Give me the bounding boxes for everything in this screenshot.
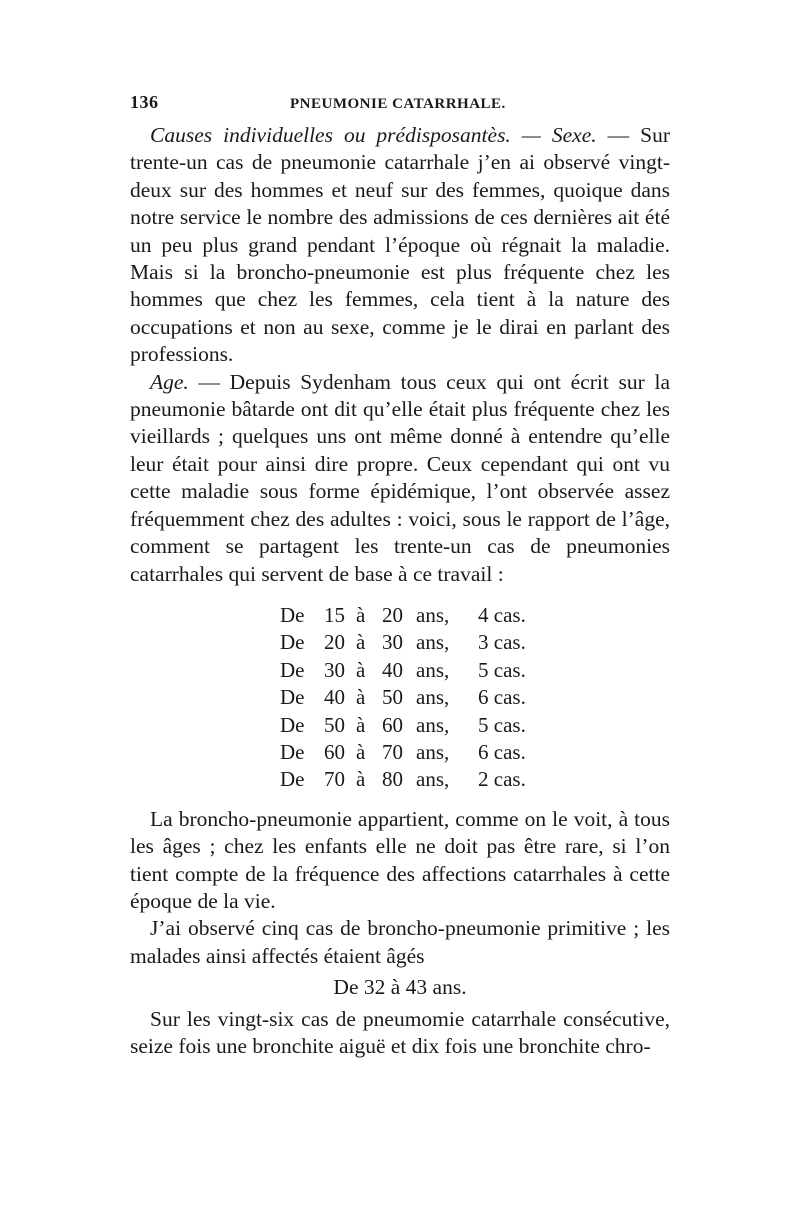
row-to: 40	[382, 657, 403, 682]
row-de: De	[280, 712, 305, 737]
table-row	[280, 629, 670, 656]
row-cas: 2 cas.	[478, 767, 526, 792]
row-from: 50	[324, 712, 345, 737]
row-ans: ans,	[416, 657, 450, 682]
row-a: à	[356, 712, 366, 737]
table-row	[280, 712, 670, 739]
row-cas: 5 cas.	[478, 712, 526, 737]
row-de: De	[280, 630, 305, 655]
row-cas: 3 cas.	[478, 630, 526, 655]
row-a: à	[356, 685, 366, 710]
paragraph-age	[130, 369, 670, 588]
table-row	[280, 657, 670, 684]
row-ans: ans,	[416, 712, 450, 737]
row-from: 30	[324, 657, 345, 682]
row-a: à	[356, 739, 366, 764]
heading-sexe: Causes individuelles ou prédisposantès. — Sexe.	[150, 123, 597, 147]
row-ans: ans,	[416, 767, 450, 792]
paragraph-consecutive: Sur les vingt-six cas de pneumomie catarrhale consécutive, seize fois une bronchite aiguë et dix fois une bronchite chro-	[130, 1006, 670, 1058]
row-from: 40	[324, 685, 345, 710]
row-de: De	[280, 657, 305, 682]
row-to: 80	[382, 767, 403, 792]
paragraph-age-body: — Depuis Sydenham tous ceux qui ont écrit sur la pneumonie bâtarde ont dit qu’elle était plus fréquente chez les vieillards ; quelques uns ont même donné à entendre qu’elle leur était pour ainsi dire propre. Ceux cependant qui ont vu cette maladie sous forme épidémique, l’ont observée assez fréquemment chez des adultes : voici, sous le rapport de l’âge, comment se partagent les trente-un cas de pneumonies catarrhales qui servent de base à ce travail :	[130, 369, 670, 586]
row-de: De	[280, 739, 305, 764]
row-from: 70	[324, 767, 345, 792]
row-a: à	[356, 602, 366, 627]
page-number: 136	[130, 92, 159, 112]
row-to: 20	[382, 602, 403, 627]
primitive-age-range: De 32 à 43 ans.	[333, 975, 467, 1000]
heading-age: Age.	[150, 369, 189, 394]
row-a: à	[356, 630, 366, 655]
age-distribution-table	[280, 602, 670, 794]
row-a: à	[356, 657, 366, 682]
table-row	[280, 739, 670, 766]
row-cas: 6 cas.	[478, 685, 526, 710]
row-to: 70	[382, 739, 403, 764]
row-from: 60	[324, 739, 345, 764]
table-row	[280, 684, 670, 711]
row-from: 20	[324, 630, 345, 655]
row-cas: 5 cas.	[478, 657, 526, 682]
table-row	[280, 766, 670, 793]
row-de: De	[280, 685, 305, 710]
row-cas: 4 cas.	[478, 602, 526, 627]
table-row	[280, 602, 670, 629]
row-to: 50	[382, 685, 403, 710]
row-ans: ans,	[416, 630, 450, 655]
row-de: De	[280, 767, 305, 792]
paragraph-primitive: J’ai observé cinq cas de broncho-pneumonie primitive ; les malades ainsi affectés étaient âgés	[130, 916, 670, 968]
row-cas: 6 cas.	[478, 739, 526, 764]
paragraph-sexe	[130, 122, 670, 369]
row-to: 30	[382, 630, 403, 655]
row-de: De	[280, 602, 305, 627]
row-ans: ans,	[416, 739, 450, 764]
paragraph-sexe-body: — Sur trente-un cas de pneumonie catarrhale j’en ai observé vingt-deux sur des hommes et neuf sur des femmes, quoique dans notre service le nombre des admissions de ces dernières ait été un peu plus grand pendant l’époque où régnait la maladie. Mais si la broncho-pneumonie est plus fréquente chez les hommes que chez les femmes, cela tient à la nature des occupations et non au sexe, comme je le dirai en parlant des professions.	[130, 123, 670, 367]
row-from: 15	[324, 602, 345, 627]
row-ans: ans,	[416, 602, 450, 627]
running-head	[130, 92, 670, 122]
row-ans: ans,	[416, 685, 450, 710]
running-title: PNEUMONIE CATARRHALE.	[290, 96, 506, 112]
row-a: à	[356, 767, 366, 792]
paragraph-tous-ages: La broncho-pneumonie appartient, comme on le voit, à tous les âges ; chez les enfants elle ne doit pas être rare, si l’on tient compte de la fréquence des affections catarrhales à cette époque de la vie.	[130, 806, 670, 913]
row-to: 60	[382, 712, 403, 737]
book-page	[130, 92, 670, 1060]
